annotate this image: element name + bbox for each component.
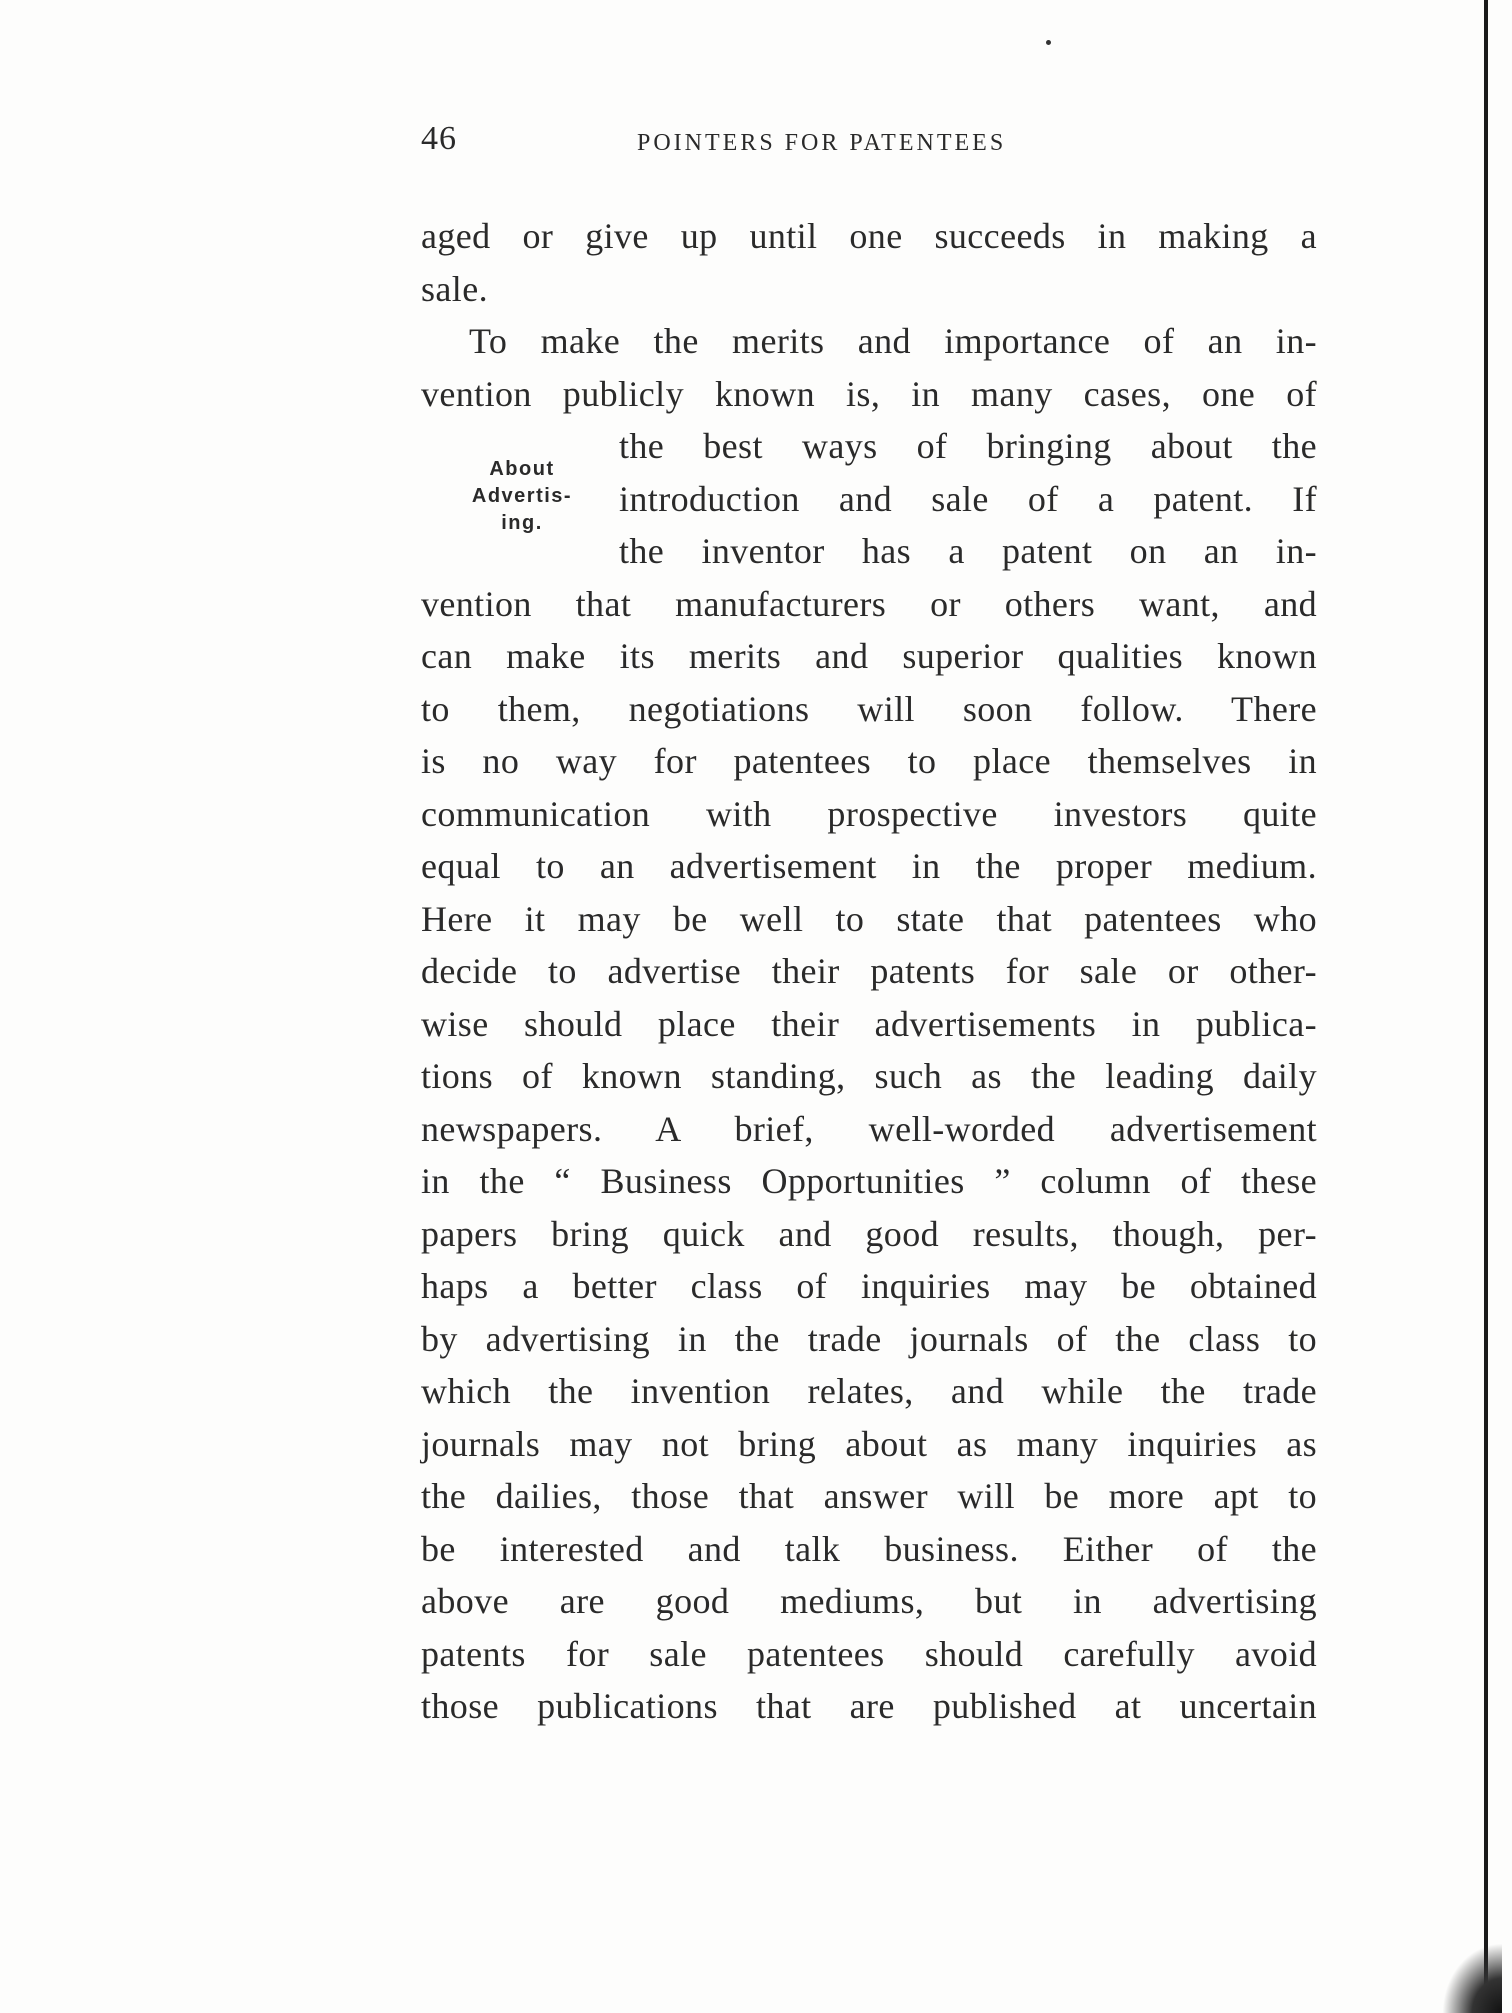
text-line: equal to an advertisement in the proper medium.	[421, 846, 1317, 886]
page-header	[421, 120, 1321, 180]
text-line: decide to advertise their patents for sale or other-	[421, 951, 1317, 991]
text-line: aged or give up until one succeeds in making a	[421, 216, 1317, 256]
text-line: wise should place their advertisements in publica-	[421, 1003, 1317, 1044]
page-number: 46	[421, 120, 457, 157]
text-line: to them, negotiations will soon follow. There	[421, 688, 1317, 729]
text-line: sale.	[421, 268, 488, 309]
text-line: To make the merits and importance of an in-	[469, 321, 1317, 361]
text-line: in the “ Business Opportunities ” column of these	[421, 1161, 1317, 1201]
text-line: vention that manufacturers or others want, and	[421, 583, 1317, 624]
text-line: be interested and talk business. Either of the	[421, 1528, 1317, 1569]
text-line: can make its merits and superior qualities known	[421, 636, 1317, 676]
text-line: newspapers. A brief, well-worded advertisement	[421, 1108, 1317, 1149]
text-line: haps a better class of inquiries may be obtained	[421, 1266, 1317, 1306]
margin-note-line: ing.	[501, 512, 543, 534]
margin-note-line: Advertis-	[471, 485, 573, 507]
ink-speck	[1046, 40, 1051, 45]
text-line: vention publicly known is, in many cases, one of	[421, 373, 1317, 414]
margin-note-line: About	[489, 458, 555, 480]
text-line: above are good mediums, but in advertising	[421, 1581, 1317, 1621]
text-line: introduction and sale of a patent. If	[619, 478, 1317, 519]
body-text	[421, 210, 1317, 1733]
text-line: Here it may be well to state that patentees who	[421, 898, 1317, 939]
text-line: patents for sale patentees should carefully avoid	[421, 1633, 1317, 1674]
text-line: is no way for patentees to place themselves in	[421, 741, 1317, 781]
text-line: by advertising in the trade journals of the class to	[421, 1318, 1317, 1359]
text-line: the inventor has a patent on an in-	[619, 531, 1317, 571]
page-edge	[1484, 0, 1488, 1990]
text-line: journals may not bring about as many inquiries as	[421, 1423, 1317, 1464]
text-line: the best ways of bringing about the	[619, 426, 1317, 466]
text-line: which the invention relates, and while the trade	[421, 1371, 1317, 1411]
text-line: the dailies, those that answer will be more apt to	[421, 1476, 1317, 1516]
text-line: communication with prospective investors quite	[421, 793, 1317, 834]
text-line: those publications that are published at uncertain	[421, 1686, 1317, 1726]
text-line: papers bring quick and good results, though, per-	[421, 1213, 1317, 1254]
text-line: tions of known standing, such as the leading daily	[421, 1056, 1317, 1096]
page-edge-shadow	[1442, 1943, 1502, 2013]
running-head: POINTERS FOR PATENTEES	[637, 130, 1007, 156]
